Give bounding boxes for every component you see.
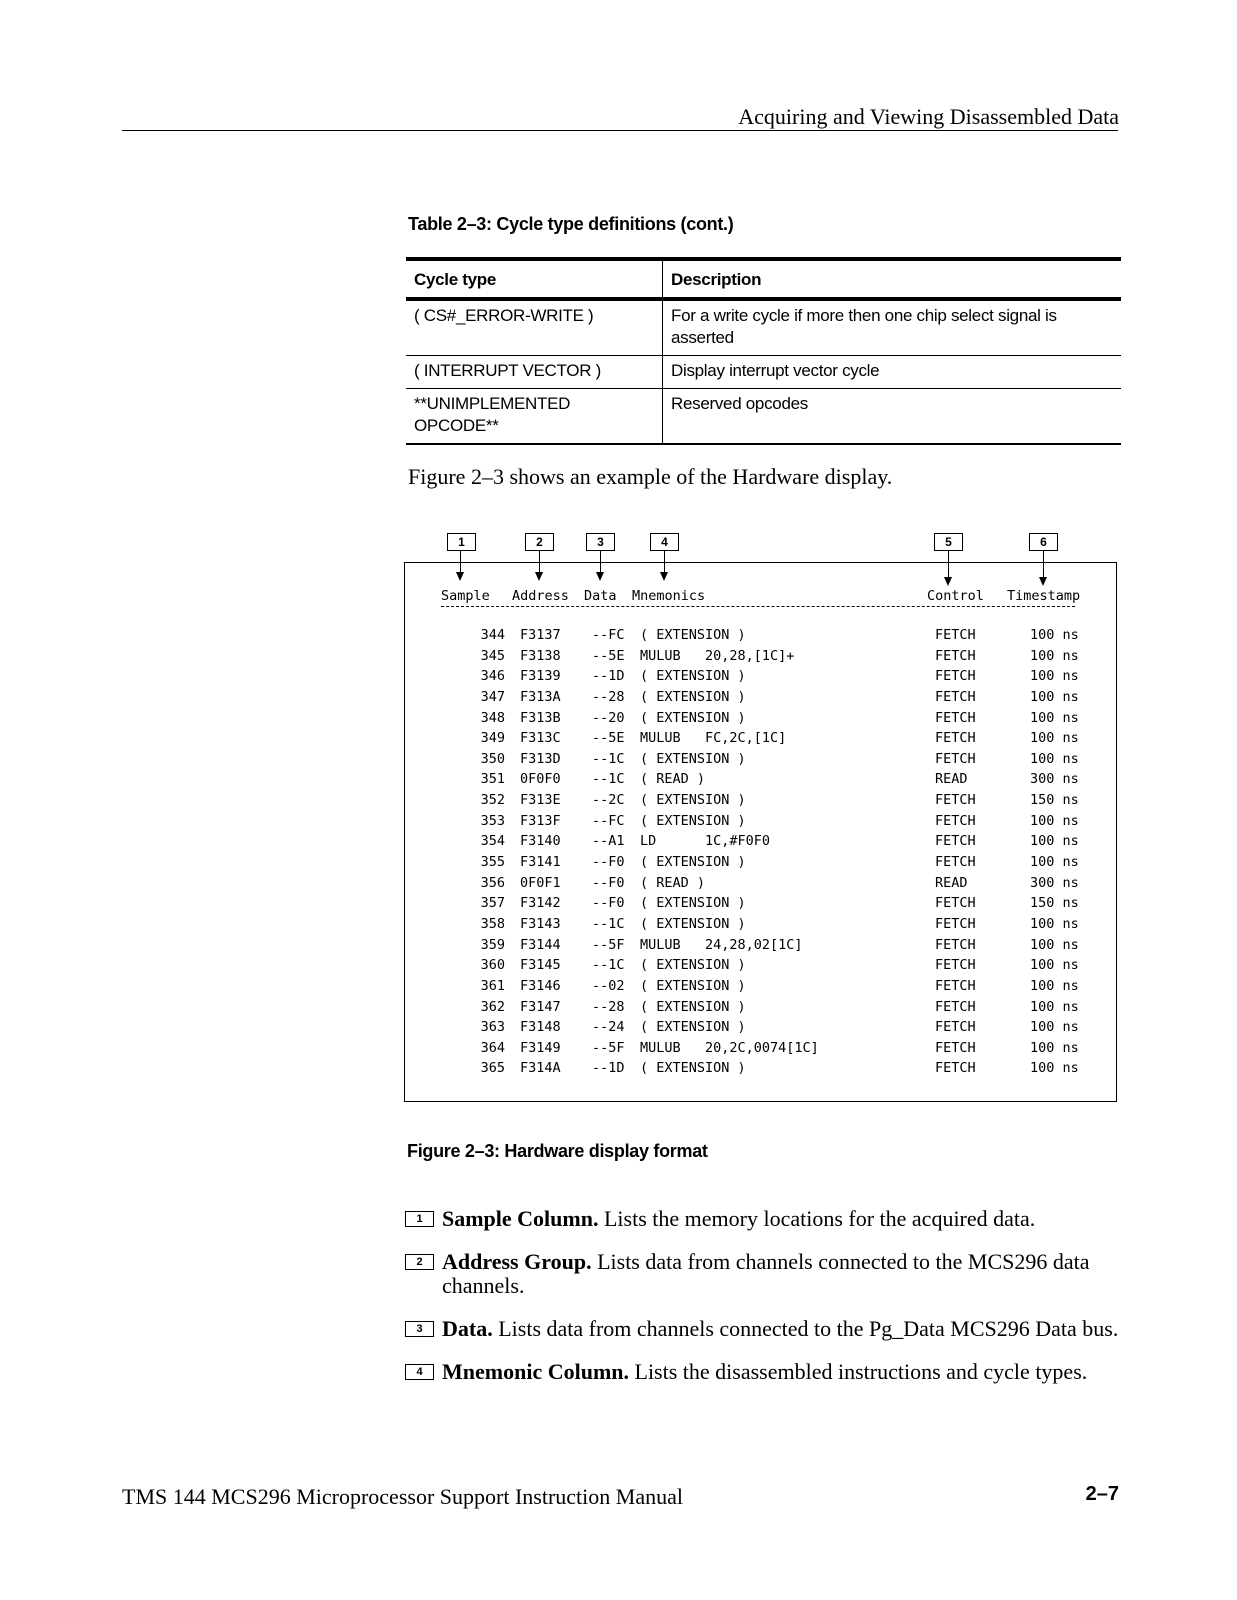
- legend-number: 4: [405, 1364, 434, 1380]
- mnemonic-cell: MULUB FC,2C,[1C]: [640, 730, 787, 747]
- footer-manual-title: TMS 144 MCS296 Microprocessor Support Instruction Manual: [122, 1484, 683, 1509]
- timestamp-cell: 100 ns: [1030, 854, 1079, 871]
- display-row: [0, 895, 1237, 916]
- header-separator: [441, 606, 1075, 607]
- sample-cell: 346: [480, 668, 505, 685]
- timestamp-cell: 100 ns: [1030, 1039, 1079, 1056]
- mnemonic-cell: MULUB 24,28,02[1C]: [640, 936, 803, 953]
- timestamp-cell: 100 ns: [1030, 833, 1079, 850]
- address-cell: F313C: [520, 730, 561, 747]
- display-row: [0, 627, 1237, 648]
- display-row: [0, 875, 1237, 896]
- address-cell: F3140: [520, 833, 561, 850]
- sample-cell: 365: [480, 1060, 505, 1077]
- address-cell: F3146: [520, 977, 561, 994]
- display-row: [0, 916, 1237, 937]
- control-cell: FETCH: [935, 627, 976, 643]
- display-row: [0, 792, 1237, 813]
- mnemonic-cell: ( EXTENSION ): [640, 1019, 746, 1036]
- table-row: [406, 299, 1121, 356]
- display-row: [0, 978, 1237, 999]
- display-row: [0, 668, 1237, 689]
- control-cell: READ: [935, 771, 968, 788]
- sample-cell: 348: [480, 709, 505, 726]
- data-cell: --F0: [592, 874, 625, 891]
- address-cell: F3138: [520, 647, 561, 664]
- display-row: [0, 957, 1237, 978]
- legend-number: 3: [405, 1321, 434, 1337]
- legend-term: Sample Column.: [442, 1206, 599, 1231]
- cycle-type-cell: ( INTERRUPT VECTOR ): [406, 356, 663, 389]
- data-cell: --5F: [592, 1039, 625, 1056]
- sample-cell: 357: [480, 895, 505, 912]
- timestamp-cell: 100 ns: [1030, 1060, 1079, 1077]
- data-cell: --1D: [592, 1060, 625, 1077]
- control-cell: FETCH: [935, 915, 976, 932]
- sample-cell: 362: [480, 998, 505, 1015]
- timestamp-cell: 100 ns: [1030, 812, 1079, 829]
- display-row: [0, 1060, 1237, 1081]
- data-cell: --5F: [592, 936, 625, 953]
- sample-cell: 361: [480, 977, 505, 994]
- table-header-row: [406, 259, 1121, 299]
- address-cell: F3141: [520, 854, 561, 871]
- sample-cell: 351: [480, 771, 505, 788]
- description-cell: Display interrupt vector cycle: [663, 356, 1122, 389]
- sample-cell: 360: [480, 957, 505, 974]
- mnemonic-cell: ( EXTENSION ): [640, 792, 746, 809]
- data-cell: --1D: [592, 668, 625, 685]
- header-rule: [122, 130, 1118, 131]
- control-cell: FETCH: [935, 854, 976, 871]
- mnemonic-cell: ( EXTENSION ): [640, 957, 746, 974]
- mnemonic-cell: MULUB 20,2C,0074[1C]: [640, 1039, 819, 1056]
- sample-cell: 355: [480, 854, 505, 871]
- header-description: Description: [663, 259, 1122, 299]
- legend-number: 2: [405, 1254, 434, 1270]
- address-cell: F3145: [520, 957, 561, 974]
- timestamp-cell: 100 ns: [1030, 936, 1079, 953]
- control-cell: FETCH: [935, 668, 976, 685]
- sample-cell: 354: [480, 833, 505, 850]
- display-row: [0, 813, 1237, 834]
- data-cell: --2C: [592, 792, 625, 809]
- data-cell: --FC: [592, 627, 625, 643]
- control-cell: FETCH: [935, 998, 976, 1015]
- display-row: [0, 999, 1237, 1020]
- sample-cell: 349: [480, 730, 505, 747]
- header-cycle-type: Cycle type: [406, 259, 663, 299]
- control-cell: FETCH: [935, 647, 976, 664]
- timestamp-cell: 100 ns: [1030, 709, 1079, 726]
- callout-6: 6: [1029, 533, 1058, 551]
- timestamp-cell: 150 ns: [1030, 792, 1079, 809]
- data-cell: --5E: [592, 647, 625, 664]
- mnemonic-cell: ( EXTENSION ): [640, 709, 746, 726]
- callout-1: 1: [447, 533, 476, 551]
- table-row: [406, 389, 1121, 445]
- address-cell: F3144: [520, 936, 561, 953]
- display-rows: [0, 627, 1237, 1081]
- legend-term: Address Group.: [442, 1249, 592, 1274]
- display-row: [0, 689, 1237, 710]
- data-cell: --20: [592, 709, 625, 726]
- timestamp-cell: 100 ns: [1030, 627, 1079, 643]
- sample-cell: 347: [480, 688, 505, 705]
- description-cell: Reserved opcodes: [663, 389, 1122, 445]
- address-cell: F313A: [520, 688, 561, 705]
- address-cell: F3142: [520, 895, 561, 912]
- data-cell: --28: [592, 688, 625, 705]
- mnemonic-cell: ( EXTENSION ): [640, 668, 746, 685]
- timestamp-cell: 100 ns: [1030, 915, 1079, 932]
- display-row: [0, 1019, 1237, 1040]
- legend-text: Lists the memory locations for the acquired data.: [598, 1206, 1036, 1231]
- control-cell: FETCH: [935, 812, 976, 829]
- address-cell: F3137: [520, 627, 561, 643]
- display-row: [0, 854, 1237, 875]
- address-cell: F313F: [520, 812, 561, 829]
- sample-cell: 356: [480, 874, 505, 891]
- control-cell: FETCH: [935, 688, 976, 705]
- data-cell: --1C: [592, 771, 625, 788]
- control-cell: FETCH: [935, 833, 976, 850]
- mnemonic-cell: ( EXTENSION ): [640, 915, 746, 932]
- address-cell: F313E: [520, 792, 561, 809]
- control-cell: FETCH: [935, 977, 976, 994]
- sample-cell: 353: [480, 812, 505, 829]
- legend-text: Lists data from channels connected to the MCS296 data channels.: [442, 1249, 1090, 1298]
- description-cell: For a write cycle if more then one chip select signal is asserted: [663, 299, 1122, 356]
- sample-cell: 364: [480, 1039, 505, 1056]
- legend-term: Data.: [442, 1316, 493, 1341]
- page-number: 2–7: [1085, 1483, 1119, 1505]
- address-cell: F314A: [520, 1060, 561, 1077]
- display-row: [0, 833, 1237, 854]
- table-row: [406, 356, 1121, 389]
- mnemonic-cell: MULUB 20,28,[1C]+: [640, 647, 795, 664]
- timestamp-cell: 100 ns: [1030, 688, 1079, 705]
- sample-cell: 352: [480, 792, 505, 809]
- control-cell: FETCH: [935, 1060, 976, 1077]
- legend-item: [405, 1207, 1125, 1231]
- control-cell: FETCH: [935, 792, 976, 809]
- timestamp-cell: 300 ns: [1030, 874, 1079, 891]
- control-cell: FETCH: [935, 1019, 976, 1036]
- legend-item: [405, 1250, 1125, 1298]
- figure-caption: Figure 2–3: Hardware display format: [407, 1141, 708, 1161]
- timestamp-cell: 100 ns: [1030, 998, 1079, 1015]
- address-cell: F3148: [520, 1019, 561, 1036]
- col-head-address: Address: [512, 588, 569, 604]
- control-cell: FETCH: [935, 1039, 976, 1056]
- table-caption: Table 2–3: Cycle type definitions (cont.): [408, 214, 734, 234]
- mnemonic-cell: ( EXTENSION ): [640, 812, 746, 829]
- address-cell: F3143: [520, 915, 561, 932]
- control-cell: FETCH: [935, 730, 976, 747]
- display-row: [0, 730, 1237, 751]
- callout-3: 3: [586, 533, 615, 551]
- address-cell: 0F0F1: [520, 874, 561, 891]
- legend-term: Mnemonic Column.: [442, 1359, 629, 1384]
- data-cell: --F0: [592, 895, 625, 912]
- data-cell: --02: [592, 977, 625, 994]
- mnemonic-cell: ( READ ): [640, 771, 706, 788]
- display-row: [0, 771, 1237, 792]
- mnemonic-cell: ( EXTENSION ): [640, 1060, 746, 1077]
- mnemonic-cell: ( EXTENSION ): [640, 750, 746, 767]
- timestamp-cell: 100 ns: [1030, 668, 1079, 685]
- callout-5: 5: [934, 533, 963, 551]
- cycle-type-table: [406, 257, 1121, 445]
- address-cell: F313B: [520, 709, 561, 726]
- address-cell: 0F0F0: [520, 771, 561, 788]
- cycle-type-cell: **UNIMPLEMENTED OPCODE**: [406, 389, 663, 445]
- address-cell: F3139: [520, 668, 561, 685]
- mnemonic-cell: LD 1C,#F0F0: [640, 833, 771, 850]
- legend-number: 1: [405, 1211, 434, 1227]
- timestamp-cell: 150 ns: [1030, 895, 1079, 912]
- data-cell: --28: [592, 998, 625, 1015]
- display-row: [0, 648, 1237, 669]
- cycle-type-cell: ( CS#_ERROR-WRITE ): [406, 299, 663, 356]
- mnemonic-cell: ( EXTENSION ): [640, 688, 746, 705]
- data-cell: --1C: [592, 957, 625, 974]
- sample-cell: 344: [480, 627, 505, 643]
- sample-cell: 363: [480, 1019, 505, 1036]
- data-cell: --1C: [592, 915, 625, 932]
- mnemonic-cell: ( EXTENSION ): [640, 998, 746, 1015]
- sample-cell: 358: [480, 915, 505, 932]
- control-cell: READ: [935, 874, 968, 891]
- col-head-control: Control: [927, 588, 984, 604]
- timestamp-cell: 100 ns: [1030, 977, 1079, 994]
- col-head-timestamp: Timestamp: [1007, 588, 1081, 604]
- mnemonic-cell: ( EXTENSION ): [640, 895, 746, 912]
- col-head-data: Data: [584, 588, 617, 604]
- display-row: [0, 710, 1237, 731]
- control-cell: FETCH: [935, 895, 976, 912]
- data-cell: --A1: [592, 833, 625, 850]
- col-head-mnemonics: Mnemonics: [632, 588, 706, 604]
- timestamp-cell: 300 ns: [1030, 771, 1079, 788]
- timestamp-cell: 100 ns: [1030, 750, 1079, 767]
- timestamp-cell: 100 ns: [1030, 957, 1079, 974]
- mnemonic-cell: ( EXTENSION ): [640, 627, 746, 643]
- col-head-sample: Sample: [441, 588, 490, 604]
- callout-2: 2: [525, 533, 554, 551]
- sample-cell: 345: [480, 647, 505, 664]
- timestamp-cell: 100 ns: [1030, 1019, 1079, 1036]
- display-row: [0, 937, 1237, 958]
- intro-paragraph: Figure 2–3 shows an example of the Hardware display.: [408, 464, 893, 489]
- data-cell: --5E: [592, 730, 625, 747]
- control-cell: FETCH: [935, 936, 976, 953]
- timestamp-cell: 100 ns: [1030, 730, 1079, 747]
- legend-text: Lists the disassembled instructions and cycle types.: [629, 1359, 1088, 1384]
- address-cell: F3149: [520, 1039, 561, 1056]
- mnemonic-cell: ( EXTENSION ): [640, 977, 746, 994]
- data-cell: --24: [592, 1019, 625, 1036]
- callout-4: 4: [650, 533, 679, 551]
- display-row: [0, 1040, 1237, 1061]
- sample-cell: 350: [480, 750, 505, 767]
- address-cell: F3147: [520, 998, 561, 1015]
- data-cell: --FC: [592, 812, 625, 829]
- display-row: [0, 751, 1237, 772]
- legend-item: [405, 1360, 1125, 1384]
- control-cell: FETCH: [935, 750, 976, 767]
- mnemonic-cell: ( EXTENSION ): [640, 854, 746, 871]
- legend-item: [405, 1317, 1125, 1341]
- control-cell: FETCH: [935, 709, 976, 726]
- timestamp-cell: 100 ns: [1030, 647, 1079, 664]
- address-cell: F313D: [520, 750, 561, 767]
- running-header: Acquiring and Viewing Disassembled Data: [738, 104, 1119, 129]
- legend-text: Lists data from channels connected to the Pg_Data MCS296 Data bus.: [492, 1316, 1119, 1341]
- data-cell: --F0: [592, 854, 625, 871]
- control-cell: FETCH: [935, 957, 976, 974]
- mnemonic-cell: ( READ ): [640, 874, 706, 891]
- data-cell: --1C: [592, 750, 625, 767]
- sample-cell: 359: [480, 936, 505, 953]
